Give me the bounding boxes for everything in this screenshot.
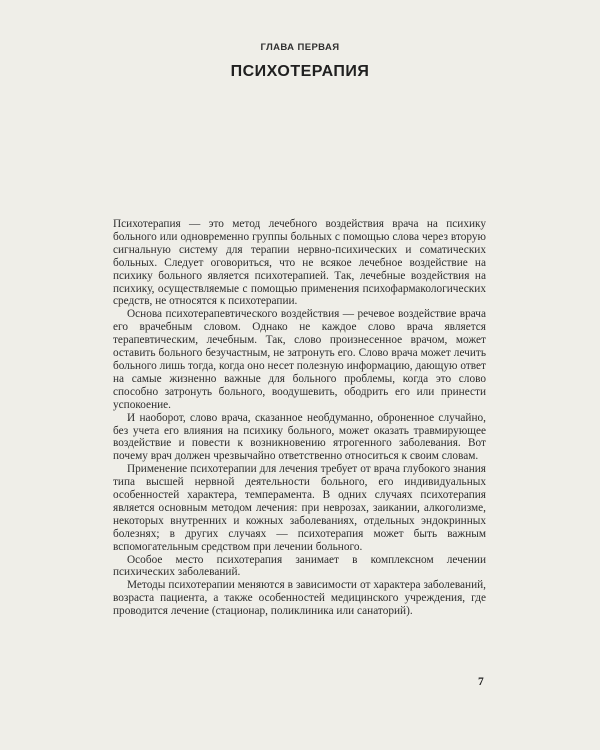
chapter-label: ГЛАВА ПЕРВАЯ bbox=[260, 42, 340, 53]
chapter-title: ПСИХОТЕРАПИЯ bbox=[230, 63, 370, 80]
paragraph: Особое место психотерапия занимает в комплексном лечении психических заболеваний. bbox=[113, 553, 486, 579]
body-text bbox=[113, 218, 486, 618]
paragraph: И наоборот, слово врача, сказанное необдуманно, оброненное случайно, без учета его влияния на психику больного, может оказать травмирующее воздействие и повести к возникновению ятрогенного заболевания. Вот почему врач должен чрезвычайно ответственно относиться к своим словам. bbox=[113, 411, 486, 463]
page-number: 7 bbox=[478, 676, 484, 688]
paragraph: Основа психотерапевтического воздействия — речевое воздействие врача его врачебным словом. Однако не каждое слово врача является терапевтическим, лечебным. Так, слово произнесенное врачом, может оставить больного безучастным, не затронуть его. Слово врача может лечить больного лишь тогда, когда оно несет полезную информацию, дающую ответ на самые жизненно важные для больного проблемы, когда это слово способно затронуть больного, воодушевить, ободрить его или принести успокоение. bbox=[113, 308, 486, 411]
paragraph: Применение психотерапии для лечения требует от врача глубокого знания типа высшей нервной деятельности больного, его индивидуальных особенностей характера, темперамента. В одних случаях психотерапия является основным методом лечения: при неврозах, заикании, алкоголизме, некоторых внутренних и кожных заболеваниях, отдельных эндокринных болезнях; в других случаях — психотерапия может быть важным вспомогательным средством при лечении больного. bbox=[113, 463, 486, 553]
paragraph: Методы психотерапии меняются в зависимости от характера заболеваний, возраста пациента, а также особенностей медицинского учреждения, где проводится лечение (стационар, поликлиника или санаторий). bbox=[113, 579, 486, 618]
paragraph: Психотерапия — это метод лечебного воздействия врача на психику больного или одновременно группы больных с помощью слова через вторую сигнальную систему для терапии нервно-психических и соматических больных. Следует оговориться, что не всякое лечебное воздействие на психику больного является психотерапией. Так, лечебные воздействия на психику, осуществляемые с помощью применения психофармакологических средств, не относятся к психотерапии. bbox=[113, 218, 486, 308]
